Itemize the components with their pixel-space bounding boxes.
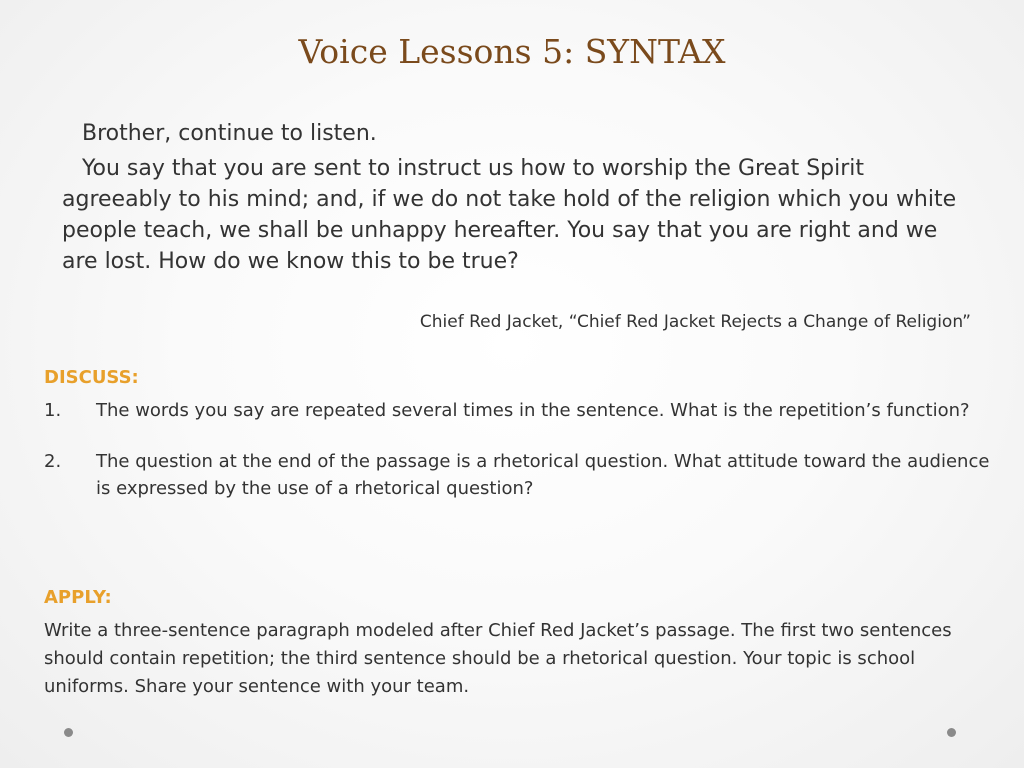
discuss-item (44, 397, 994, 424)
discuss-list (44, 397, 994, 526)
quote-attribution: Chief Red Jacket, “Chief Red Jacket Rejects a Change of Religion” (419, 312, 971, 332)
discuss-item (44, 448, 994, 502)
quote-opening-line: Brother, continue to listen. (82, 121, 377, 146)
quote-paragraph: You say that you are sent to instruct us how to worship the Great Spirit agreeably to his mind; and, if we do not take hold of the religion which you white people teach, we shall be unhappy hereafter. You say that you are right and we are lost. How do we know this to be true? (62, 156, 957, 274)
discuss-item-number: 2. (44, 451, 62, 472)
decorative-dot-right (947, 728, 956, 737)
discuss-item-text: The question at the end of the passage is a rhetorical question. What attitude toward the audience is expressed by the use of a rhetorical question? (96, 451, 990, 499)
apply-text: Write a three-sentence paragraph modeled after Chief Red Jacket’s passage. The first two sentences should contain repetition; the third sentence should be a rhetorical question. Your topic is school uniforms. Share your sentence with your team. (44, 620, 952, 697)
discuss-item-number: 1. (44, 400, 62, 421)
discuss-item-text: The words you say are repeated several times in the sentence. What is the repetition’s function? (96, 400, 970, 421)
slide-title: Voice Lessons 5: SYNTAX (298, 32, 726, 71)
discuss-label: DISCUSS: (44, 367, 139, 388)
decorative-dot-left (64, 728, 73, 737)
quote-block (62, 118, 972, 277)
apply-label: APPLY: (44, 587, 112, 608)
